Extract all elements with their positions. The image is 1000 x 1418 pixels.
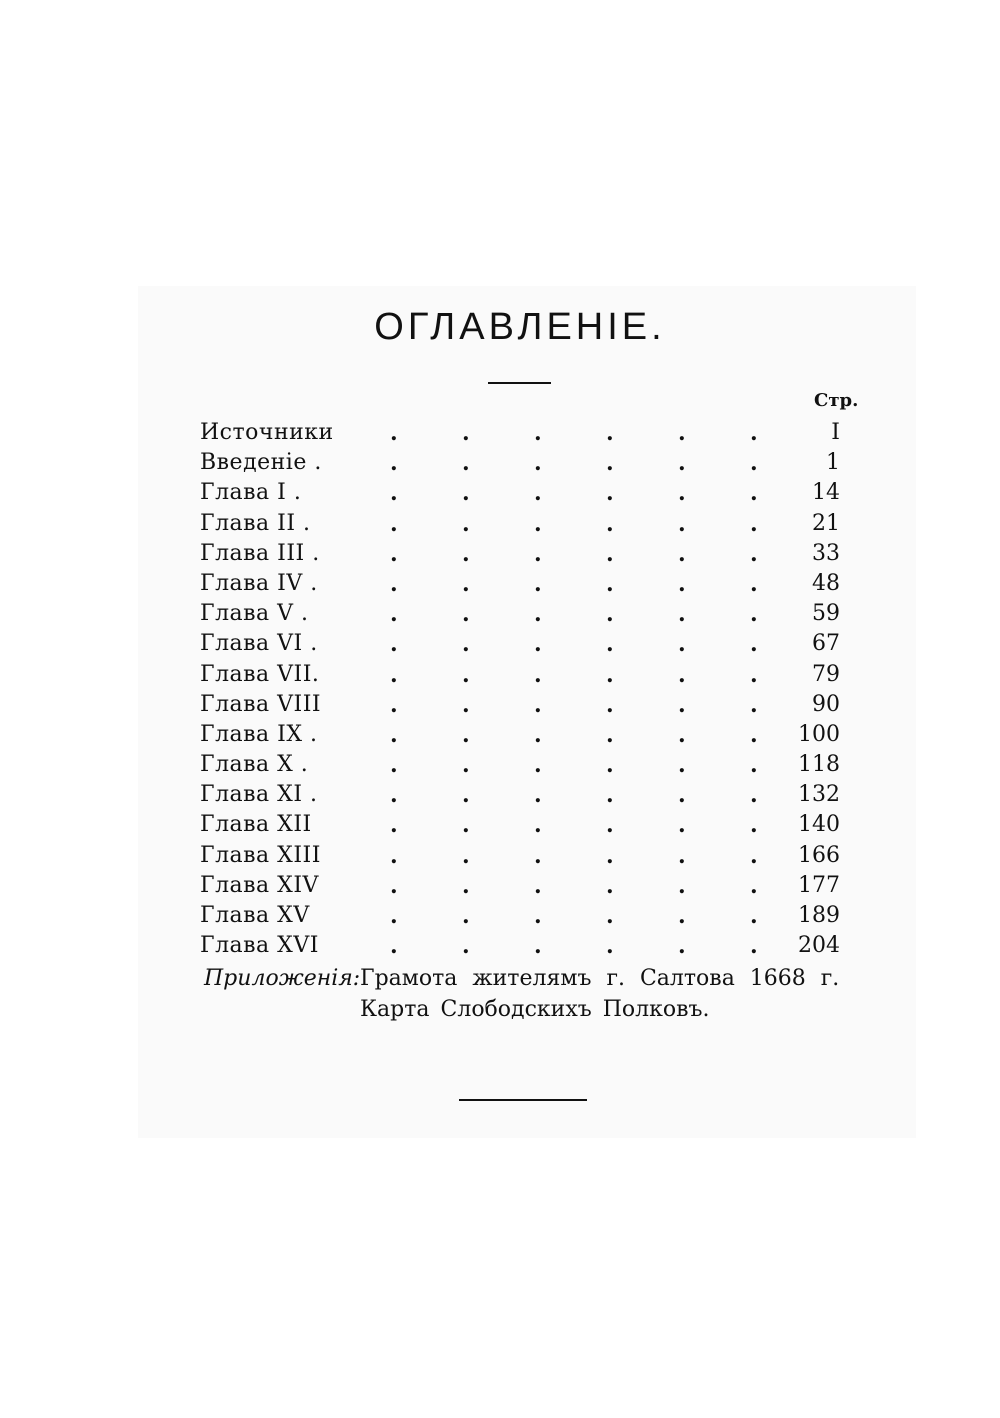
leader-dot: .: [534, 631, 542, 658]
leader-dot: .: [606, 842, 614, 869]
leader-dot: .: [534, 933, 542, 960]
leader-dot: .: [750, 631, 758, 658]
leader-dot: .: [534, 903, 542, 929]
closing-divider: [459, 1099, 587, 1101]
leader-dot: .: [534, 721, 542, 748]
leader-dot: .: [390, 752, 398, 779]
leader-dot: .: [390, 933, 398, 960]
table-of-contents: [200, 418, 860, 961]
leader-dot: .: [390, 782, 398, 809]
toc-entry-page-number: 118: [798, 752, 840, 778]
toc-entry-page-number: 79: [812, 661, 840, 687]
page-column-header: Стр.: [814, 390, 859, 411]
leader-dot: .: [678, 420, 686, 446]
leader-dot: .: [750, 510, 758, 537]
leader-dot: .: [606, 721, 614, 748]
leader-dot: .: [678, 842, 686, 869]
leader-dot: .: [750, 691, 758, 718]
leader-dot: .: [606, 661, 614, 688]
leader-dot: .: [678, 721, 686, 748]
leader-dot: .: [750, 872, 758, 899]
leader-dot: .: [390, 510, 398, 537]
leader-dot: .: [606, 420, 614, 446]
leader-dot: .: [750, 782, 758, 809]
leader-dot: .: [606, 903, 614, 929]
toc-entry: [200, 569, 860, 599]
leader-dot: .: [462, 480, 470, 507]
leader-dot: .: [462, 903, 470, 929]
leader-dot: .: [462, 420, 470, 446]
leader-dot: .: [678, 480, 686, 507]
toc-entry: [200, 539, 860, 569]
leader-dot: .: [678, 510, 686, 537]
leader-dot: .: [462, 842, 470, 869]
toc-entry: [200, 418, 860, 448]
toc-entry-label: Глава V .: [200, 601, 309, 627]
toc-entry: [200, 660, 860, 690]
toc-entry: [200, 841, 860, 871]
toc-entry-page-number: 189: [798, 903, 840, 928]
toc-entry-page-number: 166: [798, 842, 840, 868]
leader-dot: .: [390, 540, 398, 567]
toc-entry: [200, 750, 860, 780]
toc-entry-label: Глава VIII: [200, 691, 322, 717]
leader-dot: .: [750, 721, 758, 748]
leader-dot: .: [534, 782, 542, 809]
leader-dot: .: [606, 450, 614, 477]
toc-entry-label: Глава III .: [200, 540, 320, 566]
leader-dot: .: [462, 782, 470, 809]
toc-entry-page-number: 140: [798, 812, 840, 838]
toc-entry-page-number: 1: [826, 450, 840, 476]
leader-dot: .: [606, 691, 614, 718]
toc-entry-label: Введеніе .: [200, 450, 322, 476]
leader-dot: .: [462, 601, 470, 628]
leader-dot: .: [606, 631, 614, 658]
toc-entry: [200, 780, 860, 810]
leader-dot: .: [750, 601, 758, 628]
leader-dot: .: [534, 872, 542, 899]
leader-dot: .: [750, 450, 758, 477]
leader-dot: .: [390, 570, 398, 597]
toc-entry: [200, 931, 860, 961]
toc-entry-page-number: 33: [812, 540, 840, 566]
leader-dot: .: [390, 903, 398, 929]
leader-dot: .: [462, 631, 470, 658]
toc-entry-page-number: 90: [812, 691, 840, 717]
leader-dot: .: [678, 903, 686, 929]
toc-entry: [200, 629, 860, 659]
toc-entry-label: Глава XV: [200, 903, 310, 928]
leader-dot: .: [678, 691, 686, 718]
leader-dot: .: [534, 540, 542, 567]
toc-entry-page-number: 14: [812, 480, 840, 506]
leader-dot: .: [462, 752, 470, 779]
leader-dot: .: [390, 721, 398, 748]
appendix-section: [204, 963, 839, 1025]
leader-dot: .: [534, 480, 542, 507]
toc-entry-label: Глава X .: [200, 752, 309, 778]
leader-dot: .: [678, 661, 686, 688]
toc-entry-page-number: 67: [812, 631, 840, 657]
toc-entry-label: Глава XI .: [200, 782, 318, 808]
leader-dot: .: [678, 450, 686, 477]
toc-entry-label: Глава IV .: [200, 570, 318, 596]
leader-dot: .: [606, 601, 614, 628]
leader-dot: .: [534, 450, 542, 477]
leader-dot: .: [390, 631, 398, 658]
leader-dot: .: [390, 661, 398, 688]
toc-entry-label: Глава XII: [200, 812, 312, 838]
toc-entry: [200, 478, 860, 508]
leader-dot: .: [678, 601, 686, 628]
leader-dot: .: [462, 570, 470, 597]
leader-dot: .: [750, 812, 758, 839]
toc-entry: [200, 690, 860, 720]
toc-entry-page-number: 204: [798, 933, 840, 959]
toc-entry-page-number: 59: [812, 601, 840, 627]
leader-dot: .: [750, 540, 758, 567]
toc-entry-page-number: 177: [798, 872, 840, 898]
leader-dot: .: [390, 842, 398, 869]
leader-dot: .: [678, 812, 686, 839]
toc-entry: [200, 871, 860, 901]
toc-entry: [200, 901, 860, 931]
leader-dot: .: [390, 601, 398, 628]
leader-dot: .: [678, 933, 686, 960]
leader-dot: .: [750, 903, 758, 929]
leader-dot: .: [606, 812, 614, 839]
leader-dot: .: [750, 842, 758, 869]
appendix-label: Приложенія:: [204, 966, 361, 991]
toc-entry-label: Глава VI .: [200, 631, 318, 657]
leader-dot: .: [534, 752, 542, 779]
leader-dot: .: [606, 933, 614, 960]
toc-entry-label: Глава VII.: [200, 661, 320, 687]
leader-dot: .: [750, 752, 758, 779]
leader-dot: .: [462, 933, 470, 960]
leader-dot: .: [462, 510, 470, 537]
toc-entry-page-number: 48: [812, 570, 840, 596]
leader-dot: .: [534, 661, 542, 688]
leader-dot: .: [750, 420, 758, 446]
leader-dot: .: [534, 842, 542, 869]
toc-entry-label: Источники: [200, 420, 334, 445]
leader-dot: .: [534, 812, 542, 839]
leader-dot: .: [606, 752, 614, 779]
appendix-item-charter: Грамота жителямъ г. Салтова 1668 г.: [360, 966, 840, 991]
toc-entry: [200, 599, 860, 629]
leader-dot: .: [606, 570, 614, 597]
leader-dot: .: [534, 510, 542, 537]
leader-dot: .: [678, 540, 686, 567]
toc-entry-label: Глава II .: [200, 510, 311, 536]
leader-dot: .: [750, 661, 758, 688]
toc-entry: [200, 448, 860, 478]
leader-dot: .: [390, 691, 398, 718]
leader-dot: .: [462, 540, 470, 567]
title-divider: [488, 382, 551, 384]
leader-dot: .: [462, 661, 470, 688]
toc-entry-label: Глава IX .: [200, 721, 318, 747]
toc-entry-label: Глава I .: [200, 480, 302, 506]
leader-dot: .: [534, 420, 542, 446]
toc-entry: [200, 720, 860, 750]
toc-entry: [200, 810, 860, 840]
leader-dot: .: [534, 570, 542, 597]
page-title: ОГЛАВЛЕНІЕ.: [374, 306, 666, 348]
toc-entry-label: Глава XIII: [200, 842, 321, 868]
toc-entry-page-number: 21: [812, 510, 840, 536]
leader-dot: .: [678, 752, 686, 779]
leader-dot: .: [678, 782, 686, 809]
leader-dot: .: [678, 631, 686, 658]
leader-dot: .: [678, 570, 686, 597]
leader-dot: .: [750, 480, 758, 507]
leader-dot: .: [390, 812, 398, 839]
leader-dot: .: [534, 691, 542, 718]
toc-entry: [200, 509, 860, 539]
leader-dot: .: [462, 812, 470, 839]
leader-dot: .: [462, 691, 470, 718]
toc-entry-page-number: 132: [798, 782, 840, 808]
leader-dot: .: [462, 872, 470, 899]
leader-dot: .: [678, 872, 686, 899]
leader-dot: .: [750, 933, 758, 960]
toc-entry-label: Глава XVI: [200, 933, 319, 959]
leader-dot: .: [534, 601, 542, 628]
leader-dot: .: [462, 721, 470, 748]
leader-dot: .: [606, 782, 614, 809]
toc-entry-page-number: I: [831, 420, 840, 445]
toc-entry-label: Глава XIV: [200, 872, 319, 898]
leader-dot: .: [606, 480, 614, 507]
leader-dot: .: [750, 570, 758, 597]
leader-dot: .: [390, 480, 398, 507]
toc-entry-page-number: 100: [798, 721, 840, 747]
leader-dot: .: [462, 450, 470, 477]
leader-dot: .: [606, 510, 614, 537]
appendix-item-map: Карта Слободскихъ Полковъ.: [360, 997, 710, 1022]
leader-dot: .: [390, 872, 398, 899]
leader-dot: .: [390, 450, 398, 477]
leader-dot: .: [606, 872, 614, 899]
leader-dot: .: [606, 540, 614, 567]
leader-dot: .: [390, 420, 398, 446]
